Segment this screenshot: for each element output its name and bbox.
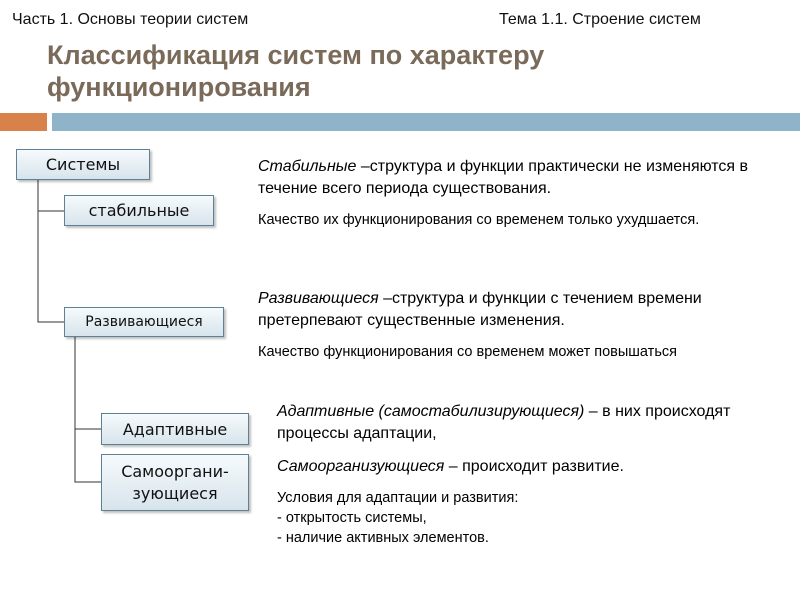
topic-label: Тема 1.1. Строение систем: [499, 11, 701, 28]
conditions-title: Условия для адаптации и развития:: [277, 490, 519, 506]
stable-description: [258, 156, 758, 200]
stable-term: Стабильные: [258, 158, 357, 175]
node-adaptive-label: Адаптивные: [122, 419, 228, 439]
selforg-term: Самоорганизующиеся: [277, 458, 445, 475]
connector-dev-adaptive: [75, 337, 101, 429]
developing-text: –структура и функции с течением времени претерпевают существенные изменения.: [258, 290, 702, 329]
node-developing-label: Развивающиеся: [85, 314, 203, 330]
stable-text: –структура и функции практически не изменяются в течение всего периода существования.: [258, 158, 749, 197]
adaptive-term: Адаптивные (самостабилизирующиеся): [277, 403, 585, 420]
node-selforganizing-label: Самооргани- зующиеся: [121, 461, 229, 503]
part-label: Часть 1. Основы теории систем: [12, 11, 249, 28]
selforg-text: – происходит развитие.: [444, 458, 624, 475]
adaptive-description: [277, 401, 747, 445]
adaptive-text: – в них происходят процессы адаптации,: [277, 403, 731, 442]
developing-description: [258, 288, 738, 332]
developing-note: Качество функционирования со временем может повышаться: [258, 344, 677, 360]
selforg-description: [277, 456, 747, 478]
connector-root-developing: [38, 211, 64, 322]
node-systems: [16, 149, 150, 180]
node-selforganizing: [101, 454, 249, 511]
node-stable-label: стабильные: [88, 201, 190, 220]
node-stable: [64, 195, 214, 226]
node-developing: [64, 307, 224, 337]
node-systems-label: Системы: [45, 155, 121, 174]
page-title: Классификация систем по характеру функционирования: [47, 40, 545, 102]
condition-item-1: - открытость системы,: [277, 510, 427, 526]
connector-dev-selforg: [75, 429, 101, 482]
condition-item-2: - наличие активных элементов.: [277, 530, 489, 546]
stable-note: Качество их функционирования со временем только ухудшается.: [258, 212, 700, 228]
developing-term: Развивающиеся: [258, 290, 379, 307]
connector-root-stable: [38, 180, 64, 211]
node-adaptive: [101, 413, 249, 445]
